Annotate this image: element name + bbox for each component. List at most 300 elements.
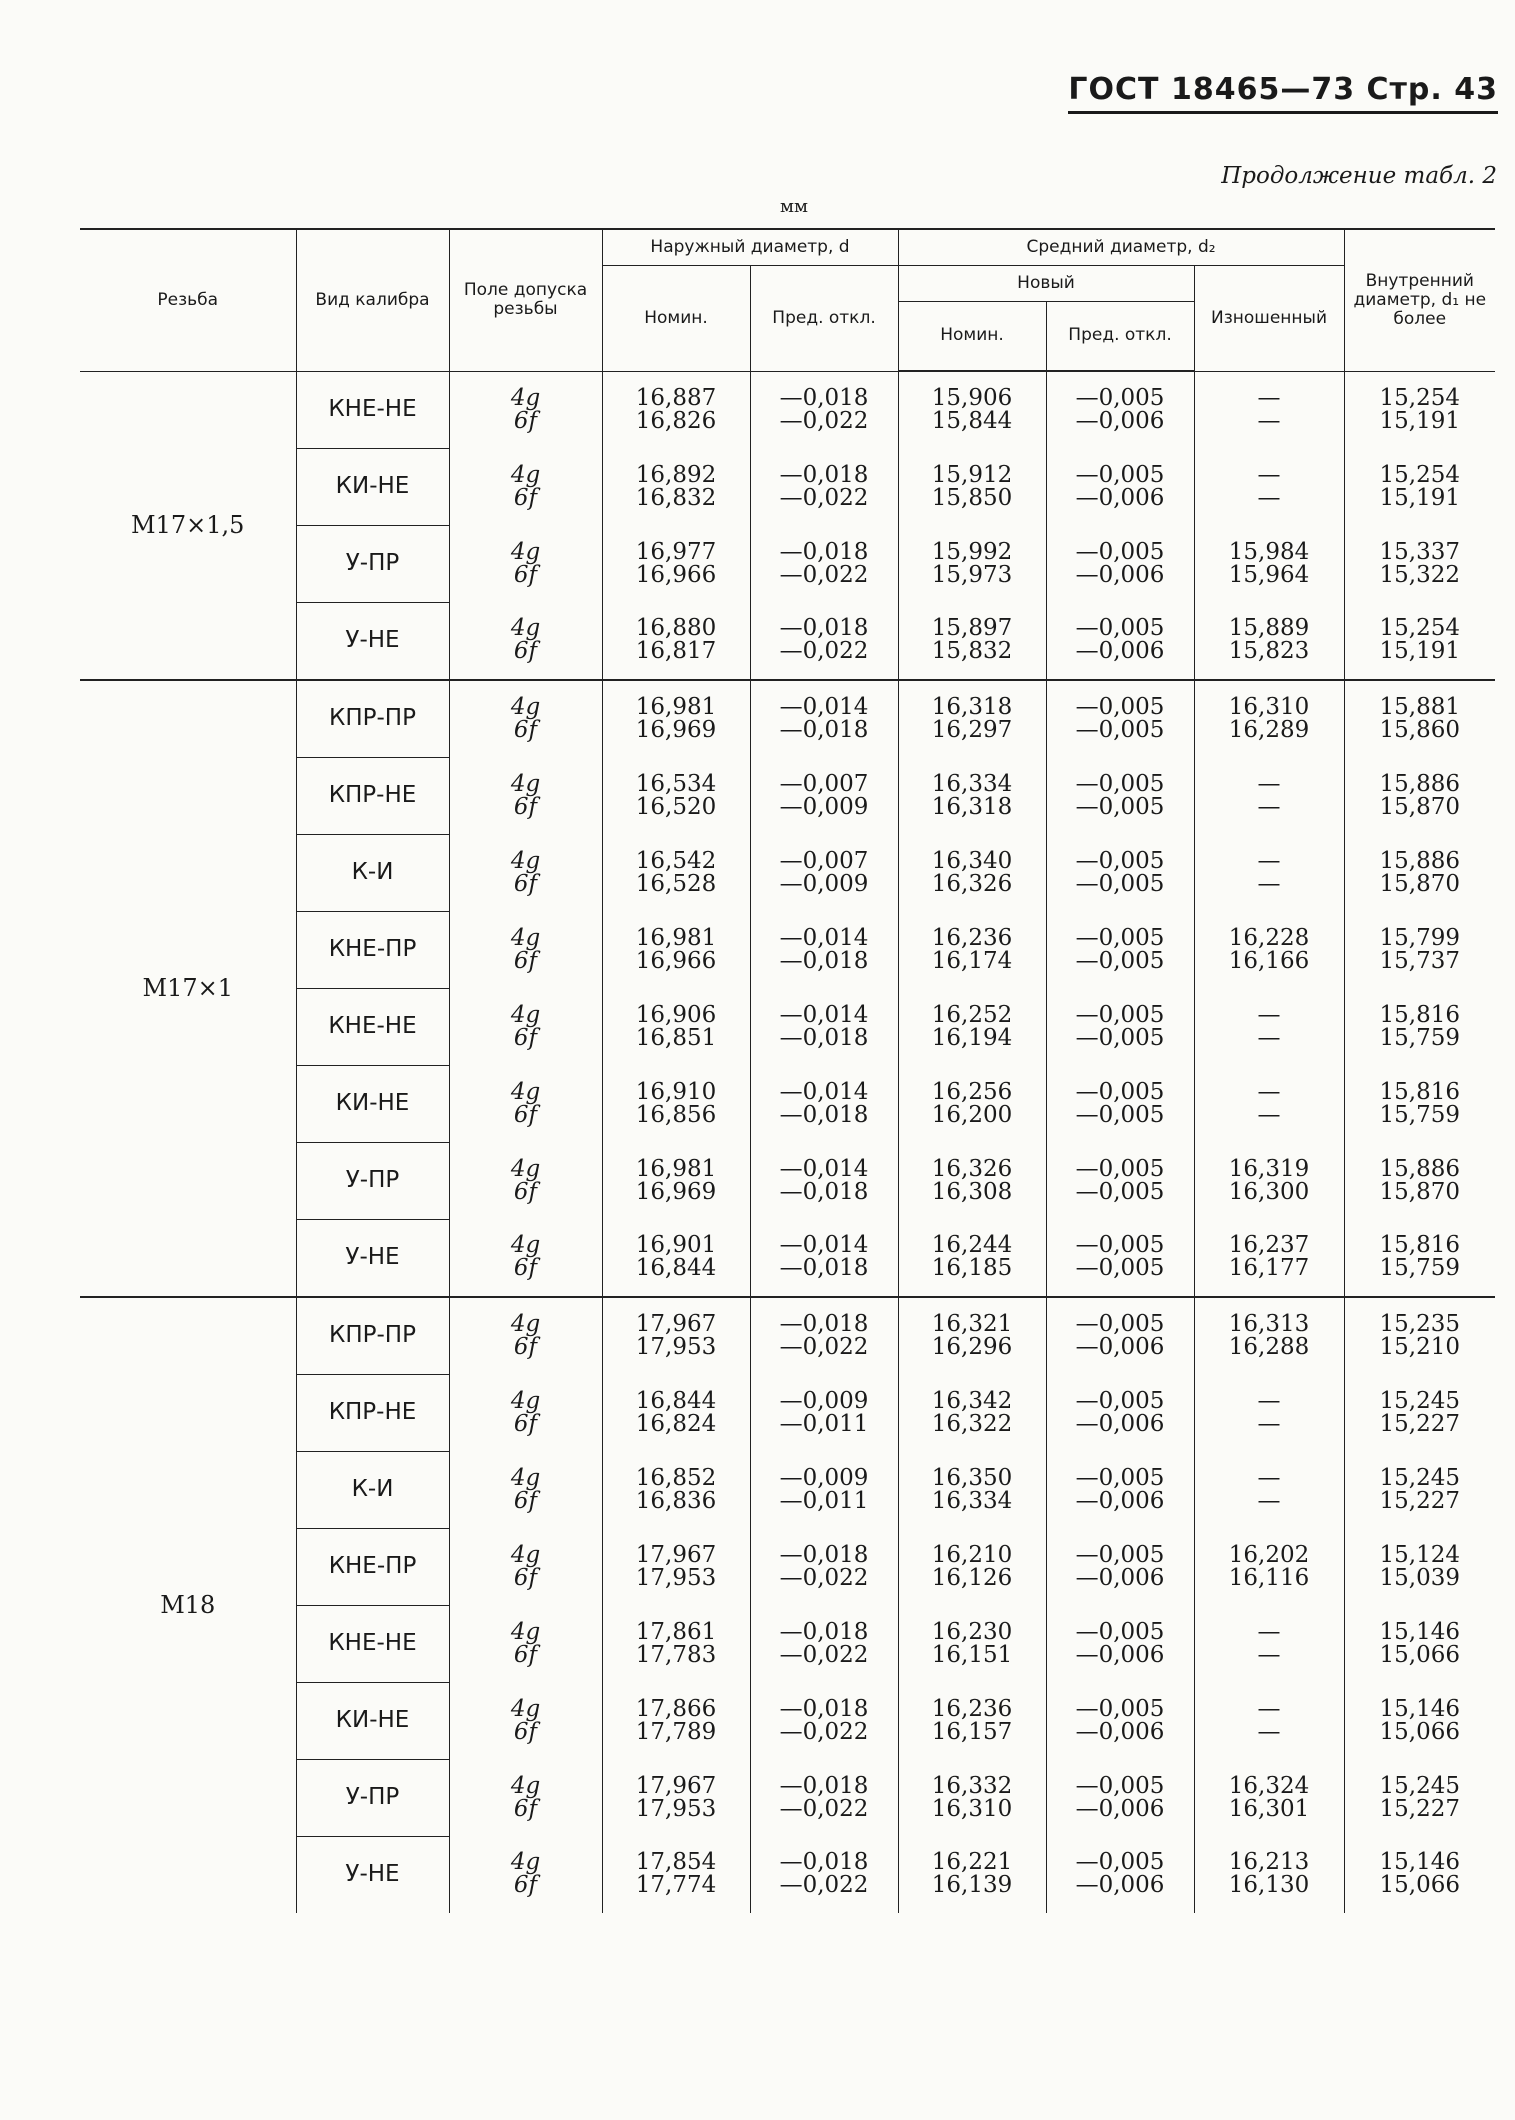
pitch-nominal-cell: [898, 757, 1046, 834]
pitch-deviation-cell: [1046, 1605, 1194, 1682]
inner-diameter-value: 15,254: [1379, 461, 1460, 488]
pitch-nominal-value: 16,244: [931, 1232, 1013, 1259]
inner-diameter-value: 15,146: [1379, 1695, 1460, 1722]
pitch-worn-cell: [1194, 1374, 1344, 1451]
pitch-nominal-value: 16,340: [931, 847, 1013, 874]
pitch-worn-value: —: [1257, 870, 1281, 897]
outer-nominal-value: 17,953: [635, 1564, 717, 1591]
pitch-deviation-value: —0,005: [1075, 615, 1165, 642]
tolerance-field-value: 6f: [513, 484, 538, 511]
pitch-deviation-value: —0,005: [1075, 1232, 1165, 1259]
outer-deviation-value: —0,009: [779, 1387, 869, 1414]
pitch-nominal-value: 16,334: [931, 1487, 1013, 1514]
inner-diameter-value: 15,759: [1379, 1101, 1460, 1128]
outer-nominal-value: 16,969: [635, 716, 717, 743]
pitch-nominal-cell: [898, 1682, 1046, 1759]
pitch-worn-cell: [1194, 757, 1344, 834]
col-pitch-deviation: Пред. откл.: [1046, 301, 1194, 371]
pitch-nominal-value: 15,912: [931, 461, 1013, 488]
inner-diameter-cell: [1344, 448, 1495, 525]
outer-deviation-value: —0,022: [779, 484, 869, 511]
inner-diameter-value: 15,870: [1379, 793, 1460, 820]
inner-diameter-value: 15,235: [1379, 1310, 1460, 1337]
page-header: ГОСТ 18465—73 Стр. 43: [1068, 72, 1498, 114]
tolerance-field-value: 6f: [513, 1410, 538, 1437]
pitch-nominal-value: 16,139: [931, 1872, 1013, 1899]
pitch-worn-value: —: [1257, 1101, 1281, 1128]
inner-diameter-value: 15,227: [1379, 1795, 1460, 1822]
pitch-nominal-cell: [898, 1451, 1046, 1528]
pitch-nominal-cell: [898, 371, 1046, 448]
outer-nominal-value: 17,861: [635, 1618, 717, 1645]
outer-deviation-cell: [750, 834, 898, 911]
pitch-nominal-value: 16,151: [931, 1641, 1013, 1668]
outer-deviation-cell: [750, 1297, 898, 1375]
inner-diameter-value: 15,886: [1379, 847, 1460, 874]
pitch-worn-cell: [1194, 1759, 1344, 1836]
outer-deviation-value: —0,022: [779, 1641, 869, 1668]
outer-nominal-value: 16,906: [635, 1001, 717, 1028]
col-tolerance-field: Поле допуска резьбы: [449, 229, 602, 371]
pitch-deviation-value: —0,006: [1075, 638, 1165, 665]
pitch-worn-value: —: [1257, 1464, 1281, 1491]
pitch-nominal-cell: [898, 602, 1046, 680]
outer-deviation-value: —0,014: [779, 1078, 869, 1105]
tolerance-field-cell: [449, 680, 602, 758]
pitch-deviation-value: —0,005: [1075, 947, 1165, 974]
outer-nominal-cell: [602, 602, 750, 680]
pitch-worn-value: —: [1257, 1695, 1281, 1722]
pitch-deviation-cell: [1046, 448, 1194, 525]
col-outer-deviation: Пред. откл.: [750, 265, 898, 371]
outer-deviation-value: —0,022: [779, 407, 869, 434]
outer-deviation-value: —0,014: [779, 1001, 869, 1028]
outer-nominal-cell: [602, 1297, 750, 1375]
inner-diameter-cell: [1344, 1528, 1495, 1605]
gauge-type-cell: У-НЕ: [296, 1836, 449, 1913]
inner-diameter-value: 15,759: [1379, 1024, 1460, 1051]
gauge-type-cell: КИ-НЕ: [296, 1682, 449, 1759]
tolerance-field-value: 6f: [513, 561, 538, 588]
inner-diameter-value: 15,245: [1379, 1464, 1460, 1491]
inner-diameter-value: 15,870: [1379, 1178, 1460, 1205]
pitch-nominal-cell: [898, 1836, 1046, 1913]
pitch-deviation-value: —0,005: [1075, 1078, 1165, 1105]
inner-diameter-value: 15,886: [1379, 770, 1460, 797]
outer-nominal-value: 16,817: [635, 638, 717, 665]
pitch-worn-value: 16,319: [1228, 1155, 1310, 1182]
pitch-worn-value: —: [1257, 1718, 1281, 1745]
pitch-deviation-cell: [1046, 1528, 1194, 1605]
outer-deviation-value: —0,011: [779, 1410, 869, 1437]
tolerance-field-cell: [449, 757, 602, 834]
pitch-nominal-cell: [898, 680, 1046, 758]
inner-diameter-cell: [1344, 1297, 1495, 1375]
pitch-nominal-value: 16,332: [931, 1772, 1013, 1799]
inner-diameter-cell: [1344, 680, 1495, 758]
tolerance-field-value: 6f: [513, 1641, 538, 1668]
pitch-nominal-cell: [898, 448, 1046, 525]
pitch-nominal-value: 16,326: [931, 1155, 1013, 1182]
pitch-deviation-cell: [1046, 680, 1194, 758]
col-pitch-diameter: Средний диаметр, d₂: [898, 229, 1344, 265]
pitch-deviation-value: —0,005: [1075, 1178, 1165, 1205]
inner-diameter-cell: [1344, 525, 1495, 602]
gauge-type-cell: КПР-ПР: [296, 680, 449, 758]
outer-deviation-value: —0,018: [779, 538, 869, 565]
outer-nominal-value: 17,967: [635, 1772, 717, 1799]
gauge-type-cell: К-И: [296, 1451, 449, 1528]
col-pitch-worn: Изношенный: [1194, 265, 1344, 371]
pitch-nominal-value: 16,157: [931, 1718, 1013, 1745]
tolerance-field-value: 4g: [510, 693, 541, 720]
inner-diameter-cell: [1344, 1759, 1495, 1836]
pitch-deviation-value: —0,005: [1075, 1387, 1165, 1414]
outer-deviation-cell: [750, 1142, 898, 1219]
pitch-deviation-value: —0,005: [1075, 870, 1165, 897]
tolerance-field-cell: [449, 1451, 602, 1528]
pitch-deviation-cell: [1046, 988, 1194, 1065]
pitch-deviation-value: —0,005: [1075, 847, 1165, 874]
tolerance-field-value: 6f: [513, 1333, 538, 1360]
pitch-nominal-value: 15,906: [931, 385, 1013, 411]
pitch-deviation-value: —0,005: [1075, 1695, 1165, 1722]
pitch-worn-cell: [1194, 1605, 1344, 1682]
outer-deviation-value: —0,022: [779, 1564, 869, 1591]
outer-nominal-value: 17,967: [635, 1310, 717, 1337]
inner-diameter-cell: [1344, 1451, 1495, 1528]
pitch-deviation-cell: [1046, 1297, 1194, 1375]
inner-diameter-value: 15,870: [1379, 870, 1460, 897]
inner-diameter-cell: [1344, 1605, 1495, 1682]
pitch-deviation-value: —0,006: [1075, 1718, 1165, 1745]
outer-nominal-cell: [602, 1836, 750, 1913]
pitch-worn-cell: [1194, 1682, 1344, 1759]
pitch-deviation-cell: [1046, 911, 1194, 988]
pitch-deviation-value: —0,005: [1075, 770, 1165, 797]
tolerance-field-value: 6f: [513, 947, 538, 974]
pitch-worn-value: —: [1257, 1387, 1281, 1414]
pitch-deviation-value: —0,006: [1075, 1564, 1165, 1591]
pitch-worn-value: 16,301: [1228, 1795, 1310, 1822]
pitch-worn-value: 15,823: [1228, 638, 1310, 665]
thread-cell: M17×1,5: [80, 371, 296, 680]
pitch-deviation-cell: [1046, 1759, 1194, 1836]
gauge-type-cell: КИ-НЕ: [296, 448, 449, 525]
inner-diameter-value: 15,245: [1379, 1387, 1460, 1414]
outer-deviation-value: —0,014: [779, 1232, 869, 1259]
pitch-deviation-cell: [1046, 834, 1194, 911]
outer-deviation-cell: [750, 1836, 898, 1913]
table-row: [80, 371, 1495, 448]
outer-nominal-cell: [602, 1528, 750, 1605]
pitch-worn-value: 16,228: [1228, 924, 1310, 951]
pitch-nominal-value: 16,236: [931, 1695, 1013, 1722]
gauge-type-cell: У-ПР: [296, 1759, 449, 1836]
pitch-worn-value: —: [1257, 407, 1281, 434]
outer-nominal-cell: [602, 911, 750, 988]
pitch-deviation-value: —0,005: [1075, 1464, 1165, 1491]
pitch-deviation-value: —0,005: [1075, 1001, 1165, 1028]
pitch-worn-value: —: [1257, 1078, 1281, 1105]
pitch-deviation-cell: [1046, 1836, 1194, 1913]
outer-nominal-cell: [602, 1065, 750, 1142]
outer-deviation-value: —0,007: [779, 847, 869, 874]
tolerance-field-cell: [449, 1065, 602, 1142]
tolerance-field-value: 6f: [513, 1487, 538, 1514]
pitch-nominal-value: 16,318: [931, 693, 1013, 720]
pitch-worn-value: 16,300: [1228, 1178, 1310, 1205]
inner-diameter-value: 15,759: [1379, 1255, 1460, 1282]
pitch-nominal-value: 16,174: [931, 947, 1013, 974]
col-inner-diameter: Внутренний диаметр, d₁ не более: [1344, 229, 1495, 371]
inner-diameter-value: 15,886: [1379, 1155, 1460, 1182]
tolerance-field-value: 6f: [513, 1718, 538, 1745]
pitch-deviation-cell: [1046, 1219, 1194, 1297]
pitch-nominal-value: 16,322: [931, 1410, 1013, 1437]
outer-nominal-cell: [602, 1605, 750, 1682]
outer-deviation-value: —0,022: [779, 1333, 869, 1360]
inner-diameter-value: 15,322: [1379, 561, 1460, 588]
pitch-nominal-value: 16,334: [931, 770, 1013, 797]
inner-diameter-cell: [1344, 1374, 1495, 1451]
pitch-worn-cell: [1194, 1142, 1344, 1219]
outer-nominal-value: 16,824: [635, 1410, 717, 1437]
gauge-type-cell: У-НЕ: [296, 602, 449, 680]
outer-deviation-cell: [750, 1451, 898, 1528]
pitch-nominal-cell: [898, 525, 1046, 602]
pitch-deviation-value: —0,006: [1075, 561, 1165, 588]
outer-deviation-value: —0,009: [779, 870, 869, 897]
inner-diameter-value: 15,881: [1379, 693, 1460, 720]
outer-nominal-value: 17,774: [635, 1872, 717, 1899]
inner-diameter-value: 15,860: [1379, 716, 1460, 743]
gauge-type-cell: КНЕ-ПР: [296, 1528, 449, 1605]
inner-diameter-value: 15,816: [1379, 1232, 1460, 1259]
outer-nominal-cell: [602, 448, 750, 525]
col-thread: Резьба: [80, 229, 296, 371]
col-gauge-type: Вид калибра: [296, 229, 449, 371]
tolerance-field-cell: [449, 371, 602, 448]
tolerance-field-value: 6f: [513, 1024, 538, 1051]
gauge-type-cell: У-ПР: [296, 525, 449, 602]
pitch-nominal-value: 15,897: [931, 615, 1013, 642]
table-row: [80, 1297, 1495, 1375]
outer-deviation-cell: [750, 448, 898, 525]
gauge-type-cell: КПР-НЕ: [296, 1374, 449, 1451]
outer-deviation-cell: [750, 525, 898, 602]
outer-nominal-cell: [602, 525, 750, 602]
pitch-deviation-cell: [1046, 1142, 1194, 1219]
outer-nominal-cell: [602, 1682, 750, 1759]
pitch-worn-cell: [1194, 1528, 1344, 1605]
pitch-worn-cell: [1194, 1219, 1344, 1297]
pitch-deviation-value: —0,005: [1075, 924, 1165, 951]
pitch-deviation-value: —0,006: [1075, 1487, 1165, 1514]
outer-nominal-value: 16,852: [635, 1464, 717, 1491]
inner-diameter-cell: [1344, 1142, 1495, 1219]
pitch-nominal-cell: [898, 1065, 1046, 1142]
pitch-nominal-value: 16,326: [931, 870, 1013, 897]
outer-deviation-cell: [750, 911, 898, 988]
pitch-nominal-cell: [898, 911, 1046, 988]
pitch-worn-value: 16,213: [1228, 1849, 1310, 1876]
outer-deviation-value: —0,007: [779, 770, 869, 797]
outer-deviation-value: —0,018: [779, 947, 869, 974]
pitch-worn-value: 16,237: [1228, 1232, 1310, 1259]
inner-diameter-cell: [1344, 1219, 1495, 1297]
tolerance-field-value: 4g: [510, 1310, 541, 1337]
pitch-deviation-value: —0,005: [1075, 1772, 1165, 1799]
pitch-worn-cell: [1194, 1451, 1344, 1528]
outer-deviation-value: —0,018: [779, 1101, 869, 1128]
tolerance-field-value: 4g: [510, 1155, 541, 1182]
outer-deviation-value: —0,018: [779, 1178, 869, 1205]
outer-deviation-value: —0,022: [779, 1718, 869, 1745]
outer-deviation-cell: [750, 1065, 898, 1142]
gauge-type-cell: КНЕ-НЕ: [296, 988, 449, 1065]
outer-nominal-value: 16,851: [635, 1024, 717, 1051]
tolerance-field-cell: [449, 525, 602, 602]
pitch-worn-cell: [1194, 371, 1344, 448]
outer-nominal-cell: [602, 1219, 750, 1297]
inner-diameter-value: 15,066: [1379, 1641, 1460, 1668]
col-pitch-new: Новый: [898, 265, 1194, 301]
tolerance-field-value: 6f: [513, 870, 538, 897]
outer-deviation-value: —0,014: [779, 1155, 869, 1182]
pitch-deviation-value: —0,006: [1075, 1641, 1165, 1668]
tolerance-field-value: 4g: [510, 461, 541, 488]
pitch-deviation-value: —0,006: [1075, 484, 1165, 511]
inner-diameter-value: 15,210: [1379, 1333, 1460, 1360]
outer-nominal-value: 17,953: [635, 1333, 717, 1360]
outer-nominal-value: 16,981: [635, 1155, 717, 1182]
gauge-type-cell: У-НЕ: [296, 1219, 449, 1297]
outer-deviation-cell: [750, 757, 898, 834]
outer-nominal-value: 16,966: [635, 947, 717, 974]
pitch-deviation-cell: [1046, 525, 1194, 602]
tolerance-field-value: 6f: [513, 1795, 538, 1822]
tolerance-field-value: 6f: [513, 793, 538, 820]
outer-nominal-value: 16,901: [635, 1232, 717, 1259]
gauge-type-cell: У-ПР: [296, 1142, 449, 1219]
pitch-worn-value: 16,166: [1228, 947, 1310, 974]
outer-deviation-value: —0,011: [779, 1487, 869, 1514]
pitch-worn-value: 16,116: [1228, 1564, 1310, 1591]
pitch-worn-value: —: [1257, 384, 1281, 411]
gauge-type-cell: КНЕ-НЕ: [296, 371, 449, 448]
tolerance-field-value: 4g: [510, 770, 541, 797]
pitch-worn-cell: [1194, 525, 1344, 602]
inner-diameter-value: 15,066: [1379, 1718, 1460, 1745]
inner-diameter-cell: [1344, 911, 1495, 988]
tolerance-field-value: 4g: [510, 1618, 541, 1645]
pitch-worn-cell: [1194, 834, 1344, 911]
pitch-nominal-value: 16,252: [931, 1001, 1013, 1028]
gauge-type-cell: КНЕ-НЕ: [296, 1605, 449, 1682]
tolerance-field-value: 4g: [510, 1695, 541, 1722]
inner-diameter-value: 15,191: [1379, 407, 1460, 434]
tolerance-field-value: 6f: [513, 407, 538, 434]
outer-deviation-value: —0,022: [779, 1795, 869, 1822]
units-label: мм: [780, 196, 809, 217]
col-outer-diameter: Наружный диаметр, d: [602, 229, 898, 265]
inner-diameter-value: 15,039: [1379, 1564, 1460, 1591]
pitch-deviation-cell: [1046, 371, 1194, 448]
tolerance-field-value: 6f: [513, 1564, 538, 1591]
pitch-nominal-cell: [898, 1142, 1046, 1219]
pitch-worn-cell: [1194, 1297, 1344, 1375]
tolerance-field-cell: [449, 988, 602, 1065]
pitch-nominal-cell: [898, 1219, 1046, 1297]
outer-deviation-value: —0,022: [779, 1872, 869, 1899]
pitch-worn-value: —: [1257, 461, 1281, 488]
pitch-deviation-value: —0,005: [1075, 1155, 1165, 1182]
outer-nominal-cell: [602, 680, 750, 758]
tolerance-field-value: 4g: [510, 384, 541, 411]
outer-nominal-cell: [602, 1142, 750, 1219]
pitch-nominal-value: 16,236: [931, 924, 1013, 951]
thread-cell: M18: [80, 1297, 296, 1913]
pitch-deviation-value: —0,006: [1075, 1795, 1165, 1822]
tolerance-field-value: 4g: [510, 847, 541, 874]
tolerance-field-value: 4g: [510, 1849, 541, 1876]
outer-deviation-value: —0,018: [779, 1541, 869, 1568]
inner-diameter-cell: [1344, 1065, 1495, 1142]
pitch-deviation-cell: [1046, 1374, 1194, 1451]
pitch-nominal-cell: [898, 988, 1046, 1065]
outer-deviation-value: —0,018: [779, 1849, 869, 1876]
tolerance-field-cell: [449, 1297, 602, 1375]
pitch-deviation-value: —0,005: [1075, 1101, 1165, 1128]
tolerance-field-cell: [449, 1605, 602, 1682]
outer-nominal-value: 16,832: [635, 484, 717, 511]
pitch-deviation-value: —0,005: [1075, 1849, 1165, 1876]
tolerance-field-cell: [449, 448, 602, 525]
tolerance-field-value: 4g: [510, 1387, 541, 1414]
tolerance-field-value: 4g: [510, 1772, 541, 1799]
tolerance-field-value: 4g: [510, 1541, 541, 1568]
pitch-nominal-value: 16,210: [931, 1541, 1013, 1568]
pitch-nominal-value: 16,350: [931, 1464, 1013, 1491]
pitch-nominal-value: 16,194: [931, 1024, 1013, 1051]
outer-nominal-value: 16,826: [635, 407, 717, 434]
pitch-worn-value: —: [1257, 1618, 1281, 1645]
inner-diameter-value: 15,124: [1379, 1541, 1460, 1568]
col-outer-nominal: Номин.: [602, 265, 750, 371]
outer-deviation-cell: [750, 371, 898, 448]
pitch-worn-value: —: [1257, 1641, 1281, 1668]
pitch-deviation-value: —0,005: [1075, 1310, 1165, 1337]
pitch-deviation-value: —0,005: [1075, 538, 1165, 565]
table-row: [80, 680, 1495, 758]
pitch-deviation-value: —0,006: [1075, 1410, 1165, 1437]
inner-diameter-value: 15,816: [1379, 1001, 1460, 1028]
outer-nominal-value: 16,910: [635, 1078, 717, 1105]
pitch-nominal-value: 16,321: [931, 1310, 1013, 1337]
inner-diameter-value: 15,254: [1379, 615, 1460, 642]
pitch-worn-value: —: [1257, 1410, 1281, 1437]
outer-deviation-value: —0,018: [779, 1618, 869, 1645]
pitch-deviation-value: —0,006: [1075, 408, 1165, 434]
pitch-deviation-value: —0,005: [1075, 693, 1165, 720]
tolerance-field-value: 6f: [513, 1178, 538, 1205]
pitch-worn-value: 16,289: [1228, 716, 1310, 743]
pitch-worn-value: 16,130: [1228, 1872, 1310, 1899]
pitch-worn-cell: [1194, 1065, 1344, 1142]
gauge-type-cell: КПР-ПР: [296, 1297, 449, 1375]
pitch-nominal-value: 16,310: [931, 1795, 1013, 1822]
